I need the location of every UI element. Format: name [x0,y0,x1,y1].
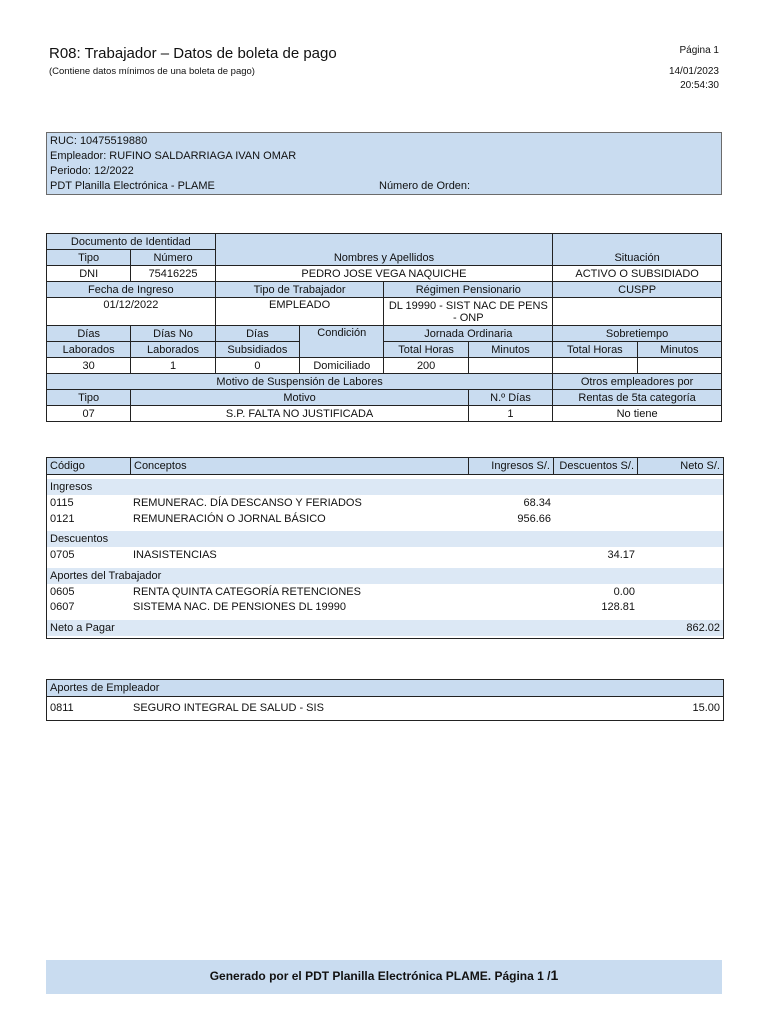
condition-value: Domiciliado [300,358,384,374]
worker-contrib-section-label: Aportes del Trabajador [50,570,162,582]
net-pay-value: 862.02 [686,622,720,634]
situation-header: Situación [553,234,722,266]
days-not-worked-header-2: Laborados [131,342,215,358]
income-column-header: Ingresos S/. [469,458,554,474]
income-amount: 956.66 [517,513,551,525]
suspension-type-value: 07 [47,406,131,422]
worker-type-header: Tipo de Trabajador [215,282,384,298]
table-row [47,700,723,716]
table-row [47,584,723,600]
footer-text: Generado por el PDT Planilla Electrónica PLAME. Página 1 / [209,969,551,983]
suspension-header: Motivo de Suspensión de Labores [47,374,553,390]
employer-name: Empleador: RUFINO SALDARRIAGA IVAN OMAR [50,150,297,162]
employer-contrib-table [46,679,724,721]
employer-system: PDT Planilla Electrónica - PLAME [50,180,215,192]
hire-date-value: 01/12/2022 [47,298,216,326]
employer-contrib-header [47,680,723,697]
worker-type-value: EMPLEADO [215,298,384,326]
concept-description: SEGURO INTEGRAL DE SALUD - SIS [133,702,324,714]
condition-header: Condición [300,326,384,358]
overtime-header: Sobretiempo [553,326,722,342]
concept-description: SISTEMA NAC. DE PENSIONES DL 19990 [133,601,346,613]
report-date: 14/01/2023 [668,66,719,77]
deduction-column-header: Descuentos S/. [554,458,638,474]
overtime-hours-value [553,358,637,374]
doc-number-value: 75416225 [131,266,215,282]
fifth-category-header: Rentas de 5ta categoría [553,390,722,406]
cuspp-value [553,298,722,326]
employer-contrib-label: Aportes de Empleador [50,682,160,694]
regular-hours-header: Jornada Ordinaria [384,326,553,342]
doc-type-header: Tipo [47,250,131,266]
concept-code: 0115 [50,497,74,509]
pension-regime-value: DL 19990 - SIST NAC DE PENS - ONP [384,298,553,326]
days-not-worked-value: 1 [131,358,215,374]
page-number: Página 1 [679,45,719,56]
deductions-section [47,531,723,547]
page-footer [46,960,722,994]
income-section-label: Ingresos [50,481,93,493]
days-not-worked-header-1: Días No [131,326,215,342]
suspension-days-header: N.º Días [468,390,552,406]
table-row [47,547,723,563]
suspension-type-header: Tipo [47,390,131,406]
doc-type-value: DNI [47,266,131,282]
concept-code: 0705 [50,549,75,561]
employer-ruc: RUC: 10475519880 [50,135,148,147]
overtime-total-hours-header: Total Horas [553,342,637,358]
overtime-minutes-header: Minutos [637,342,721,358]
doc-number-header: Número [131,250,215,266]
deduction-amount: 128.81 [601,601,635,613]
footer-total-pages: 1 [550,967,559,983]
situation-value: ACTIVO O SUBSIDIADO [553,266,722,282]
suspension-reason-value: S.P. FALTA NO JUSTIFICADA [131,406,468,422]
concept-code: 0121 [50,513,75,525]
suspension-reason-header: Motivo [131,390,468,406]
days-worked-header-1: Días [47,326,131,342]
concepts-table [46,457,724,639]
overtime-minutes-value [637,358,721,374]
other-employers-header: Otros empleadores por [553,374,722,390]
concept-code: 0605 [50,586,75,598]
cuspp-header: CUSPP [553,282,722,298]
net-pay-row [47,620,723,636]
deduction-amount: 34.17 [607,549,635,561]
income-section [47,479,723,495]
order-number-label: Número de Orden: [379,180,471,192]
table-row [47,495,723,511]
regular-hours-value: 200 [384,358,468,374]
net-amount: 15.00 [692,702,720,714]
concept-code: 0811 [50,702,74,714]
regular-total-hours-header: Total Horas [384,342,468,358]
concept-description: RENTA QUINTA CATEGORÍA RETENCIONES [133,586,361,598]
table-row [47,599,723,615]
worker-contrib-section [47,568,723,584]
worker-data-table [46,233,722,422]
deduction-amount: 0.00 [613,586,635,598]
days-subsidized-header-2: Subsidiados [215,342,299,358]
concept-description: REMUNERAC. DÍA DESCANSO Y FERIADOS [133,497,362,509]
report-time: 20:54:30 [680,80,719,91]
other-employers-value: No tiene [553,406,722,422]
concept-code: 0607 [50,601,75,613]
hire-date-header: Fecha de Ingreso [47,282,216,298]
names-header: Nombres y Apellidos [215,234,552,266]
code-column-header: Código [47,458,131,474]
report-title: R08: Trabajador – Datos de boleta de pago [49,45,337,62]
concept-description: REMUNERACIÓN O JORNAL BÁSICO [133,513,326,525]
suspension-days-value: 1 [468,406,552,422]
days-worked-value: 30 [47,358,131,374]
employer-info-box [46,132,722,195]
concept-column-header: Conceptos [131,458,469,474]
deductions-section-label: Descuentos [50,533,109,545]
days-worked-header-2: Laborados [47,342,131,358]
doc-identity-header: Documento de Identidad [47,234,216,250]
days-subsidized-header-1: Días [215,326,299,342]
employer-period: Periodo: 12/2022 [50,165,134,177]
regular-minutes-value [468,358,552,374]
concept-description: INASISTENCIAS [133,549,217,561]
full-name-value: PEDRO JOSE VEGA NAQUICHE [215,266,552,282]
pension-regime-header: Régimen Pensionario [384,282,553,298]
concepts-header [47,458,723,475]
net-column-header: Neto S/. [680,460,720,472]
regular-minutes-header: Minutos [468,342,552,358]
net-pay-label: Neto a Pagar [50,622,115,634]
table-row [47,511,723,527]
income-amount: 68.34 [523,497,551,509]
report-subtitle: (Contiene datos mínimos de una boleta de pago) [49,66,255,77]
days-subsidized-value: 0 [215,358,299,374]
